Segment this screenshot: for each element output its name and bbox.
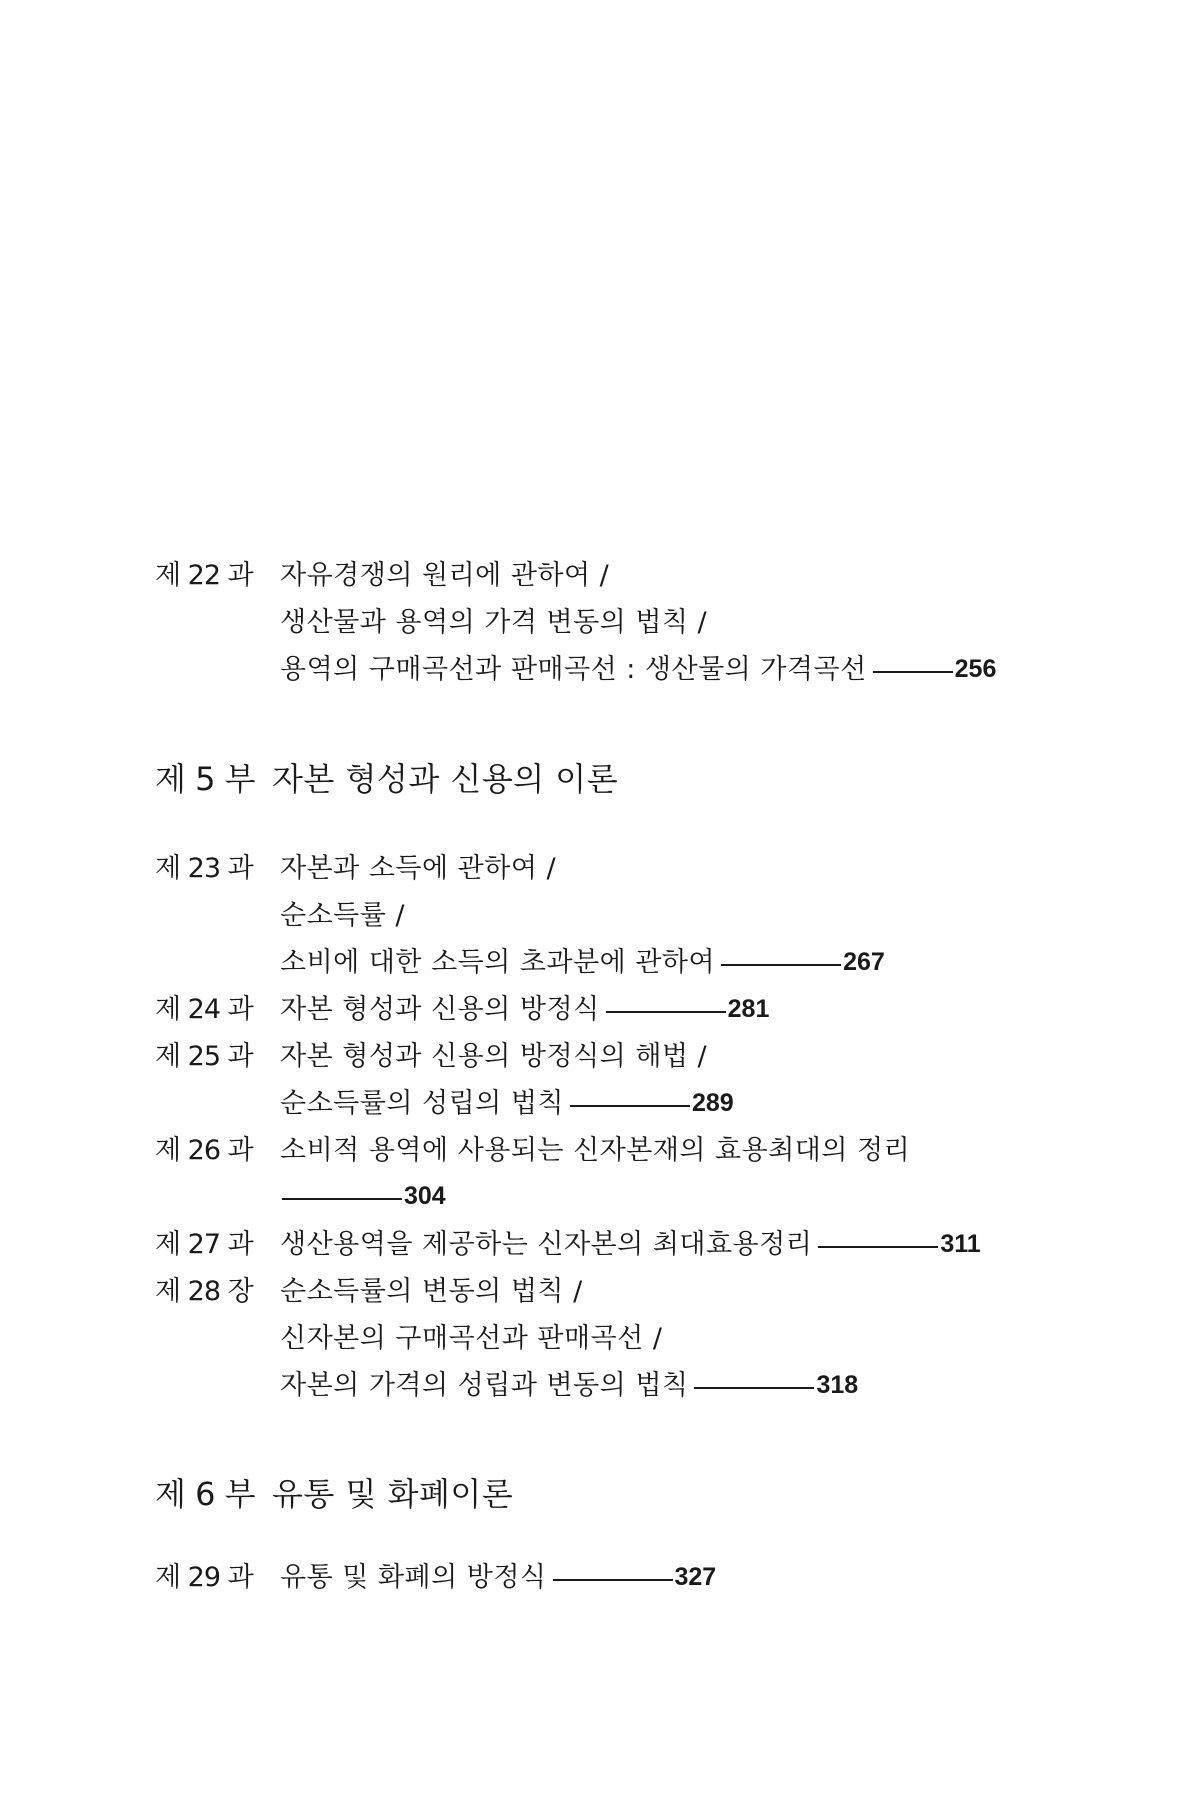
chapter-27-label: 제 27 과 <box>155 1229 253 1260</box>
chapter-25-line-2 <box>280 1090 734 1117</box>
chapter-24-label: 제 24 과 <box>155 994 253 1025</box>
chapter-22-line-1-text: 자유경쟁의 원리에 관하여 / <box>280 560 610 591</box>
chapter-28-line-3 <box>280 1372 858 1399</box>
part-6-label: 제 6 부 <box>155 1475 256 1513</box>
chapter-24-line-1 <box>280 996 769 1023</box>
chapter-27-page-number: 311 <box>940 1230 981 1258</box>
chapter-22-line-3 <box>280 656 996 683</box>
chapter-27-line-1 <box>280 1231 981 1258</box>
chapter-22-line-3-text: 용역의 구매곡선과 판매곡선 : 생산물의 가격곡선 <box>280 654 867 685</box>
chapter-29-page-number: 327 <box>674 1563 717 1591</box>
chapter-25-page-number: 289 <box>692 1089 734 1117</box>
chapter-23-line-2 <box>280 902 405 929</box>
leader-dash <box>721 964 841 966</box>
chapter-22-line-2-text: 생산물과 용역의 가격 변동의 법칙 / <box>280 607 708 638</box>
chapter-23-line-3-text: 소비에 대한 소득의 초과분에 관하여 <box>280 947 716 978</box>
chapter-26-line-1 <box>280 1137 910 1164</box>
chapter-27-line-1-text: 생산용역을 제공하는 신자본의 최대효용정리 <box>280 1229 813 1260</box>
leader-dash <box>694 1387 814 1389</box>
chapter-23-page-number: 267 <box>843 948 885 976</box>
chapter-23-line-1 <box>280 855 556 882</box>
chapter-28-line-3-text: 자본의 가격의 성립과 변동의 법칙 <box>280 1370 689 1401</box>
chapter-22-page-number: 256 <box>954 655 997 683</box>
chapter-29-line-1 <box>280 1564 716 1591</box>
chapter-23-line-3 <box>280 949 885 976</box>
chapter-28-line-2 <box>280 1325 662 1352</box>
chapter-26-line-1-text: 소비적 용역에 사용되는 신자본재의 효용최대의 정리 <box>280 1135 911 1166</box>
chapter-23-label: 제 23 과 <box>155 853 253 884</box>
part-5-label: 제 5 부 <box>155 760 256 798</box>
chapter-29-line-1-text: 유통 및 화폐의 방정식 <box>280 1562 547 1593</box>
chapter-25-line-1 <box>280 1043 707 1070</box>
part-6-title: 유통 및 화폐이론 <box>272 1475 514 1513</box>
chapter-22-label: 제 22 과 <box>155 560 253 591</box>
chapter-23-line-1-text: 자본과 소득에 관하여 / <box>280 853 557 884</box>
leader-dash <box>818 1246 938 1248</box>
chapter-29-label: 제 29 과 <box>155 1562 253 1593</box>
leader-dash <box>553 1579 673 1581</box>
leader-dash <box>570 1105 690 1107</box>
chapter-28-page-number: 318 <box>816 1371 859 1399</box>
chapter-26-label: 제 26 과 <box>155 1135 253 1166</box>
chapter-25-line-2-text: 순소득률의 성립의 법칙 <box>280 1088 564 1119</box>
chapter-28-line-1 <box>280 1278 583 1305</box>
chapter-28-line-2-text: 신자본의 구매곡선과 판매곡선 / <box>280 1323 663 1354</box>
chapter-25-label: 제 25 과 <box>155 1041 253 1072</box>
chapter-24-line-1-text: 자본 형성과 신용의 방정식 <box>280 994 600 1025</box>
chapter-22-line-1 <box>280 562 609 589</box>
chapter-22-line-2 <box>280 609 707 636</box>
chapter-26-line-2 <box>280 1184 446 1209</box>
chapter-23-line-2-text: 순소득률 / <box>280 900 406 931</box>
leader-dash <box>282 1198 402 1200</box>
chapter-24-page-number: 281 <box>727 995 770 1023</box>
leader-dash <box>873 671 953 673</box>
chapter-25-line-1-text: 자본 형성과 신용의 방정식의 해법 / <box>280 1041 708 1072</box>
leader-dash <box>606 1011 726 1013</box>
chapter-26-page-number: 304 <box>404 1182 446 1210</box>
chapter-28-line-1-text: 순소득률의 변동의 법칙 / <box>280 1276 583 1307</box>
part-5-title: 자본 형성과 신용의 이론 <box>272 760 619 798</box>
chapter-28-label: 제 28 장 <box>155 1276 253 1307</box>
